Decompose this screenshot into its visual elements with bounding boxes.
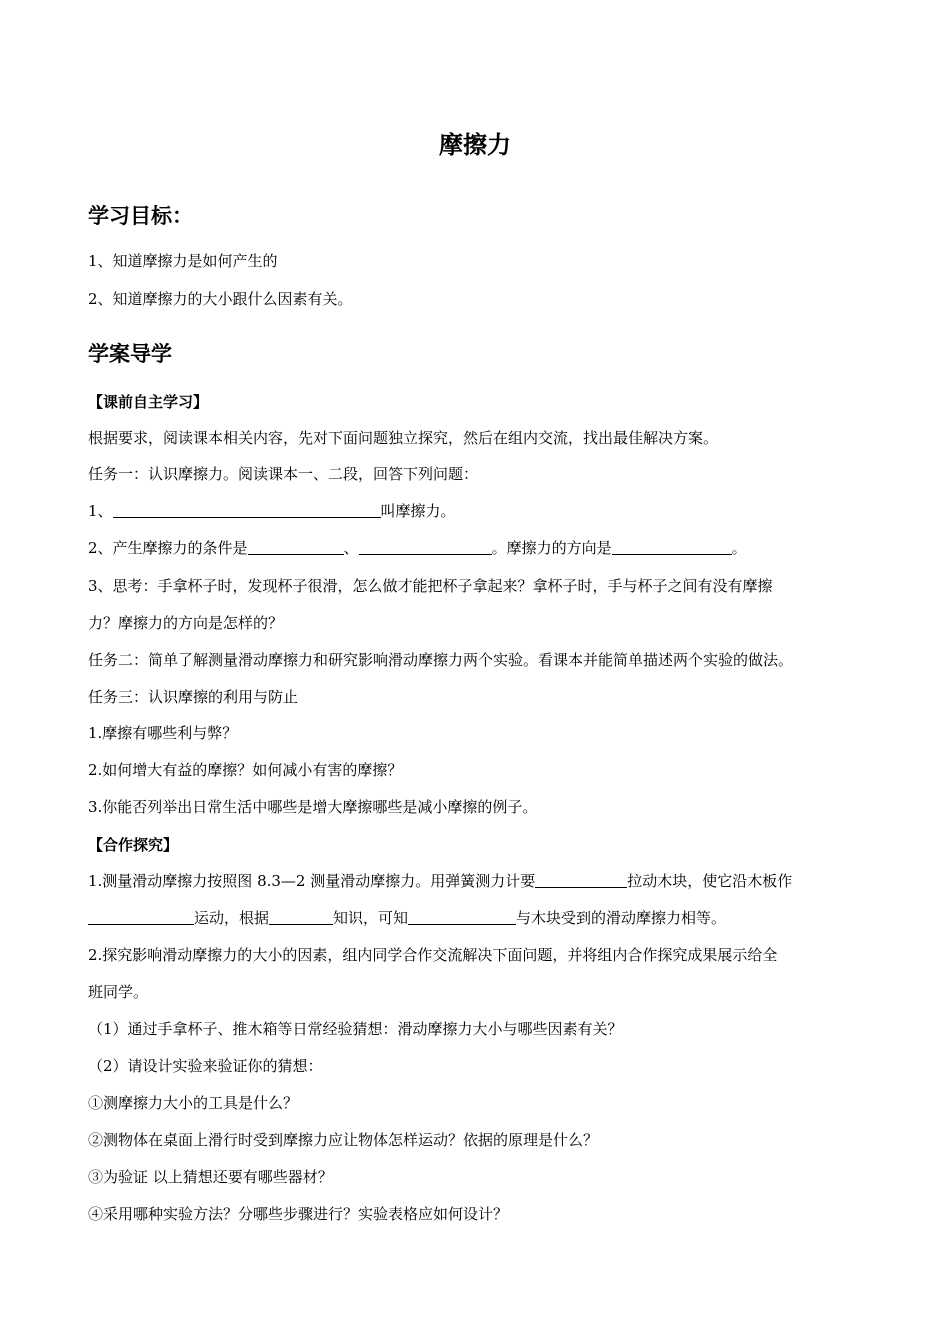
coop-circled-2: ②测物体在桌面上滑行时受到摩擦力应让物体怎样运动？依据的原理是什么？	[88, 1131, 599, 1149]
q2-condition-blank-1[interactable]	[248, 539, 344, 555]
task1-text: 任务一：认识摩擦力。阅读课本一、二段，回答下列问题：	[88, 465, 479, 483]
objective-item-2: 2、知道摩擦力的大小跟什么因素有关。	[88, 290, 353, 308]
q2-part-a: 2、产生摩擦力的条件是	[88, 539, 248, 557]
coop-p1-part-a: 1.测量滑动摩擦力按照图 8.3—2 测量滑动摩擦力。用弹簧测力计要	[88, 872, 536, 890]
coop-circled-1: ①测摩擦力大小的工具是什么？	[88, 1094, 299, 1112]
q2-separator: 、	[343, 539, 359, 557]
question-3-line-1: 3、思考：手拿杯子时，发现杯子很滑，怎么做才能把杯子拿起来？拿杯子时，手与杯子之间有没有摩擦	[88, 577, 773, 595]
coop-p1-line-2	[88, 908, 726, 928]
coop-p1-blank-4[interactable]	[408, 909, 516, 925]
coop-p2-line-2: 班同学。	[88, 983, 149, 1001]
question-2	[88, 538, 747, 558]
q2-part-b: 。摩擦力的方向是	[491, 539, 612, 557]
coop-circled-4: ④采用哪种实验方法？分哪些步骤进行？实验表格应如何设计？	[88, 1205, 509, 1223]
question-3-line-2: 力？摩擦力的方向是怎样的？	[88, 614, 284, 632]
q1-suffix: 叫摩擦力。	[380, 502, 456, 520]
q1-prefix: 1、	[88, 502, 113, 520]
coop-label: 【合作探究】	[88, 836, 179, 854]
question-1	[88, 501, 456, 521]
coop-sub-1: （1）通过手拿杯子、推木箱等日常经验猜想：滑动摩擦力大小与哪些因素有关？	[88, 1020, 623, 1038]
task2-text: 任务二：简单了解测量滑动摩擦力和研究影响滑动摩擦力两个实验。看课本并能简单描述两个实验的做法。	[88, 651, 794, 669]
coop-p1-part-c: 运动，根据	[194, 909, 270, 927]
coop-sub-2: （2）请设计实验来验证你的猜想：	[88, 1057, 323, 1075]
q1-answer-blank[interactable]	[113, 502, 381, 518]
q2-end: 。	[731, 539, 747, 557]
task3-item-1: 1.摩擦有哪些利与弊？	[88, 724, 238, 742]
objective-item-1: 1、知道摩擦力是如何产生的	[88, 252, 278, 270]
task3-item-2: 2.如何增大有益的摩擦？如何减小有害的摩擦？	[88, 761, 403, 779]
coop-p1-blank-2[interactable]	[88, 909, 194, 925]
coop-p1-blank-1[interactable]	[535, 872, 627, 888]
pre-study-label: 【课前自主学习】	[88, 393, 209, 411]
coop-p1-part-b: 拉动木块，使它沿木板作	[627, 872, 793, 890]
coop-p2-line-1: 2.探究影响滑动摩擦力的大小的因素，组内同学合作交流解决下面问题，并将组内合作探究成果展示给全	[88, 946, 778, 964]
guide-heading: 学案导学	[88, 342, 172, 366]
coop-p1-part-e: 与木块受到的滑动摩擦力相等。	[516, 909, 727, 927]
q2-direction-blank[interactable]	[612, 539, 732, 555]
coop-p1-blank-3[interactable]	[269, 909, 333, 925]
objectives-heading: 学习目标：	[88, 204, 193, 228]
task3-item-3: 3.你能否列举出日常生活中哪些是增大摩擦哪些是减小摩擦的例子。	[88, 798, 538, 816]
coop-p1-line-1	[88, 871, 792, 891]
task3-text: 任务三：认识摩擦的利用与防止	[88, 688, 299, 706]
page-title: 摩擦力	[439, 131, 511, 159]
pre-study-intro: 根据要求，阅读课本相关内容，先对下面问题独立探究，然后在组内交流，找出最佳解决方案。	[88, 429, 719, 447]
coop-p1-part-d: 知识，可知	[333, 909, 409, 927]
q2-condition-blank-2[interactable]	[359, 539, 492, 555]
coop-circled-3: ③为验证 以上猜想还要有哪些器材？	[88, 1168, 333, 1186]
